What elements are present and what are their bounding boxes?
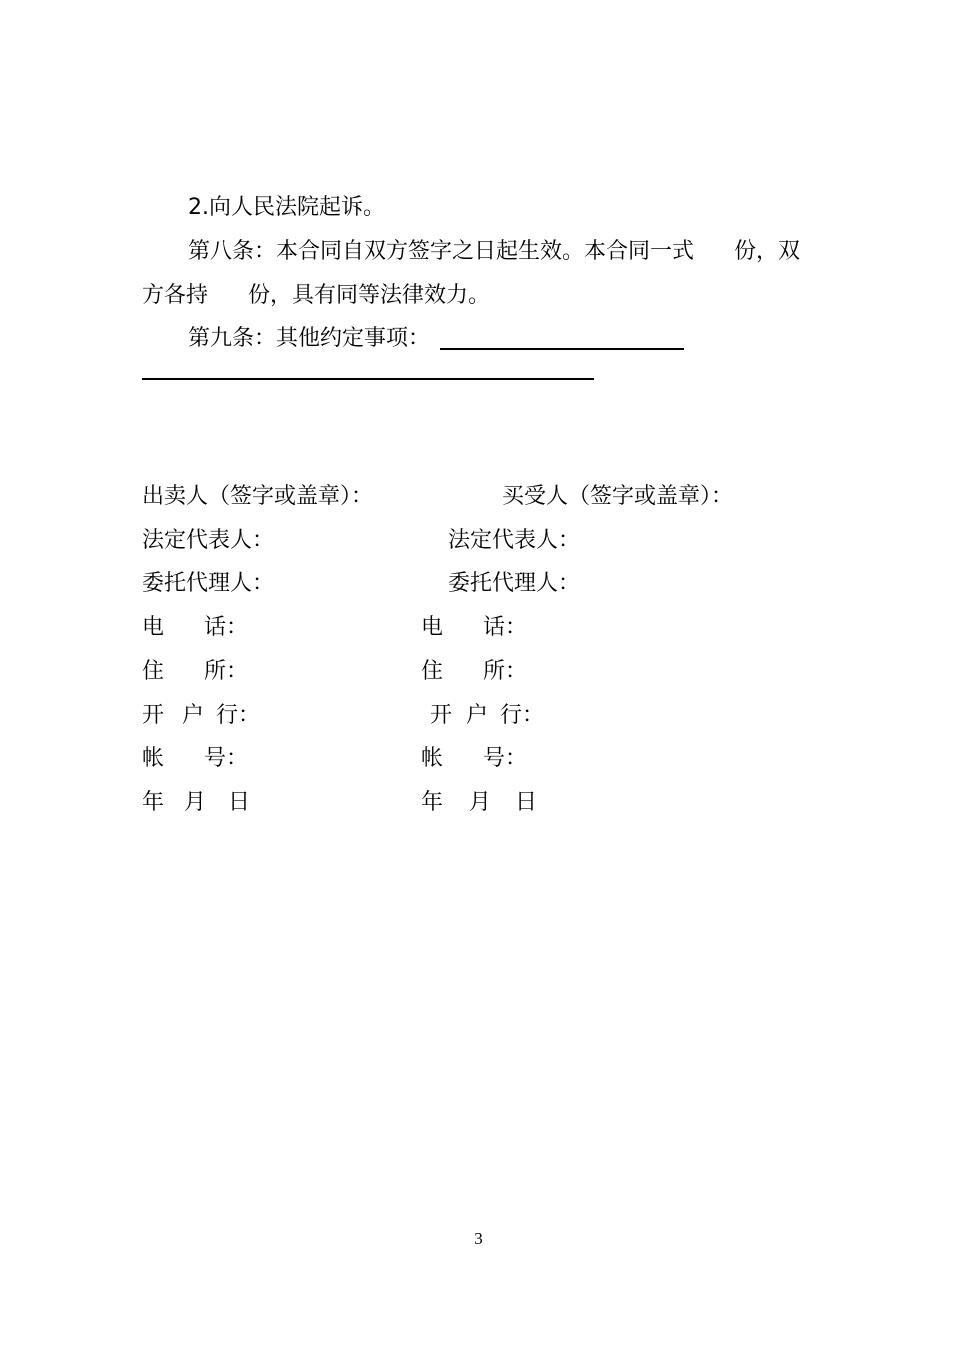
buyer-bank-char-1: 开 <box>430 703 453 728</box>
buyer-signature-title: 买受人（签字或盖章）： <box>502 484 734 509</box>
seller-legal-rep-label: 法定代表人： <box>142 528 275 553</box>
buyer-account-char-1: 帐 <box>421 746 444 771</box>
seller-date-month: 月 <box>184 790 207 815</box>
buyer-agent-label: 委托代理人： <box>448 571 581 596</box>
buyer-date-label <box>421 788 537 818</box>
article-8-text-c: 方各持 <box>142 283 209 308</box>
article-8-text-d: 份，具有同等法律效力。 <box>248 283 491 308</box>
article-8-text-b: 份，双 <box>734 239 801 264</box>
buyer-bank-char-2: 户 <box>466 703 489 728</box>
buyer-account-char-2: 号： <box>483 746 528 771</box>
seller-date-day: 日 <box>228 790 251 815</box>
seller-address-char-2: 所： <box>204 659 249 684</box>
seller-agent-label: 委托代理人： <box>142 571 275 596</box>
seller-address-label <box>142 657 248 687</box>
seller-phone-char-1: 电 <box>142 615 165 640</box>
buyer-phone-label <box>421 613 527 643</box>
buyer-legal-rep-label: 法定代表人： <box>448 528 581 553</box>
seller-bank-char-1: 开 <box>142 703 165 728</box>
seller-phone-label <box>142 613 248 643</box>
other-terms-blank-line-2 <box>142 378 594 380</box>
buyer-phone-char-1: 电 <box>421 615 444 640</box>
article-8-line-1 <box>188 237 800 267</box>
seller-date-year: 年 <box>142 790 165 815</box>
article-9-label: 第九条：其他约定事项： <box>188 326 431 351</box>
buyer-bank-char-3: 行： <box>500 703 545 728</box>
buyer-date-year: 年 <box>421 790 444 815</box>
seller-bank-char-2: 户 <box>182 703 205 728</box>
buyer-address-label <box>421 657 527 687</box>
seller-bank-char-3: 行： <box>216 703 261 728</box>
buyer-address-char-1: 住 <box>421 659 444 684</box>
seller-phone-char-2: 话： <box>204 615 249 640</box>
buyer-address-char-2: 所： <box>483 659 528 684</box>
other-terms-blank-line-1 <box>440 348 684 350</box>
buyer-account-label <box>421 744 527 774</box>
seller-account-char-1: 帐 <box>142 746 165 771</box>
buyer-date-day: 日 <box>515 790 538 815</box>
seller-signature-title: 出卖人（签字或盖章）： <box>142 484 374 509</box>
article-8-line-2 <box>142 281 490 311</box>
seller-bank-label <box>142 701 260 731</box>
article-7-item-2: 2.向人民法院起诉。 <box>188 195 385 220</box>
seller-account-char-2: 号： <box>204 746 249 771</box>
buyer-date-month: 月 <box>469 790 492 815</box>
seller-date-label <box>142 788 250 818</box>
page-number: 3 <box>474 1229 483 1248</box>
seller-address-char-1: 住 <box>142 659 165 684</box>
buyer-bank-label <box>430 701 544 731</box>
article-8-text-a: 第八条：本合同自双方签字之日起生效。本合同一式 <box>188 239 695 264</box>
buyer-phone-char-2: 话： <box>483 615 528 640</box>
seller-account-label <box>142 744 248 774</box>
